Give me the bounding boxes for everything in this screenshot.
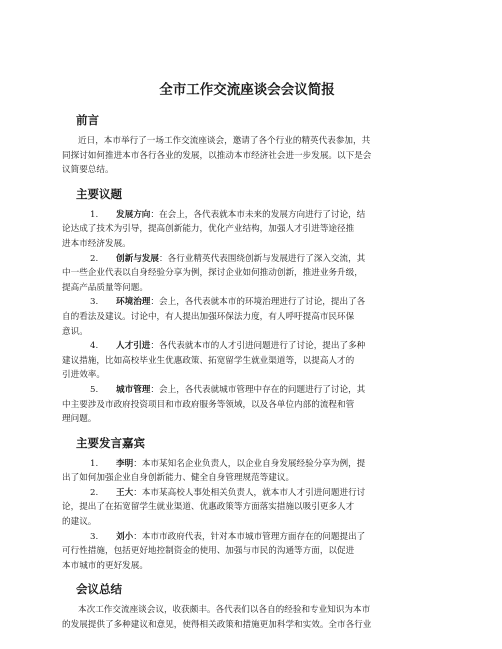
preface-line-1: 近日，本市举行了一场工作交流座谈会，邀请了各个行业的精英代表参加，共 (78, 136, 371, 146)
item-text: 的建议。 (62, 517, 97, 528)
item-text: 建议措施，比如高校毕业生优惠政策、拓宽留学生就业渠道等，以提高人才的 (62, 355, 355, 366)
item-separator: ： (150, 297, 159, 308)
item-text: 意识。 (62, 326, 88, 337)
item-text: 中一些企业代表以自身经验分享为例，探讨企业如何推动创新，推进业务升级， (62, 268, 363, 279)
guest-item (62, 486, 432, 530)
summary-line-1: 本次工作交流座谈会议，收获颇丰。各代表们以各自的经验和专业知识为本市 (78, 605, 371, 616)
item-heading: 创新与发展 (116, 253, 159, 264)
item-text: 论达成了技术为引导，提高创新能力，优化产业结构，加强人才引进等途径推 (62, 224, 355, 235)
item-text: 出了如何加强企业自身创新能力、健全自身管理规范等建议。 (62, 473, 295, 484)
item-text: 引进效率。 (62, 370, 105, 381)
item-separator: ： (158, 253, 168, 264)
item-number: 4. (90, 341, 99, 352)
item-number: 3. (90, 297, 99, 308)
item-text: 中主要涉及市政府投资项目和市政府服务等领域，以及各单位内部的流程和管 (62, 399, 355, 410)
item-separator: ： (133, 531, 142, 542)
guest-name: 李明 (116, 458, 134, 469)
item-text: 各行业精英代表围绕创新与发展进行了深入交流，其 (167, 253, 366, 264)
guest-name: 王大 (116, 487, 134, 498)
guest-item (62, 457, 432, 486)
topic-item (62, 339, 432, 383)
item-separator: ： (133, 458, 142, 469)
guests-heading: 主要发言嘉宾 (76, 435, 145, 450)
item-text: 自的看法及建议。讨论中，有人提出加强环保法力度，有人呼吁提高市民环保 (62, 311, 355, 322)
preface-line-3: 议简要总结。 (62, 165, 114, 176)
item-heading: 城市管理 (116, 384, 151, 395)
topic-item (62, 295, 432, 339)
topic-item (62, 252, 432, 296)
item-separator: ： (150, 341, 159, 352)
item-text: 可行性措施，包括更好地控制资金的使用、加强与市民的沟通等方面，以促进 (62, 546, 355, 557)
item-text: 会上，各代表就城市管理中存在的问题进行了讨论，其 (159, 384, 366, 395)
topics-section (62, 186, 432, 427)
topic-item (62, 208, 432, 252)
item-text: 论，提出了在拓宽留学生就业渠道、优惠政策等方面落实措施以吸引更多人才 (62, 502, 355, 513)
item-text: 进本市经济发展。 (62, 238, 131, 249)
item-text: 提高产品质量等问题。 (62, 282, 148, 293)
summary-heading: 会议总结 (76, 582, 122, 597)
document-title: 全市工作交流座谈会会议简报 (159, 82, 335, 98)
guest-name: 刘小 (116, 531, 134, 542)
item-heading: 人才引进 (116, 341, 151, 352)
item-number: 5. (90, 384, 99, 395)
preface-section (62, 112, 432, 178)
item-text: 本市某高校人事处相关负责人，就本市人才引进问题进行讨 (141, 487, 366, 498)
item-number: 2. (90, 487, 99, 498)
item-text: 会上，各代表就本市的环境治理进行了讨论，提出了各 (159, 297, 366, 308)
item-text: 各代表就本市的人才引进问题进行了讨论，提出了多种 (159, 341, 366, 352)
item-separator: ： (150, 384, 159, 395)
item-text: 在会上，各代表就本市未来的发展方向进行了讨论，结 (159, 209, 366, 220)
summary-line-2: 的发展提供了多种建议和意见，使得相关政策和措施更加科学和实效。全市各行业 (62, 620, 372, 631)
item-text: 本市某知名企业负责人，以企业自身发展经验分享为例，提 (141, 458, 366, 469)
item-heading: 环境治理 (116, 297, 151, 308)
item-number: 1. (90, 209, 99, 220)
item-separator: ： (150, 209, 159, 220)
item-number: 3. (90, 531, 99, 542)
preface-heading: 前言 (76, 113, 99, 127)
guest-item (62, 530, 432, 574)
topics-heading: 主要议题 (76, 186, 122, 201)
guests-section (62, 435, 432, 574)
preface-line-2: 同探讨如何推进本市各行各业的发展，以推动本市经济社会进一步发展。以下是会 (62, 150, 372, 161)
item-heading: 发展方向 (116, 209, 151, 220)
topic-item (62, 383, 432, 427)
item-number: 1. (90, 458, 99, 469)
item-number: 2. (90, 253, 99, 264)
item-text: 本市城市的更好发展。 (62, 560, 148, 571)
summary-section (62, 581, 432, 632)
item-text: 本市市政府代表，针对本市城市管理方面存在的问题提出了 (141, 531, 366, 542)
item-separator: ： (133, 487, 142, 498)
item-text: 理问题。 (62, 414, 97, 425)
